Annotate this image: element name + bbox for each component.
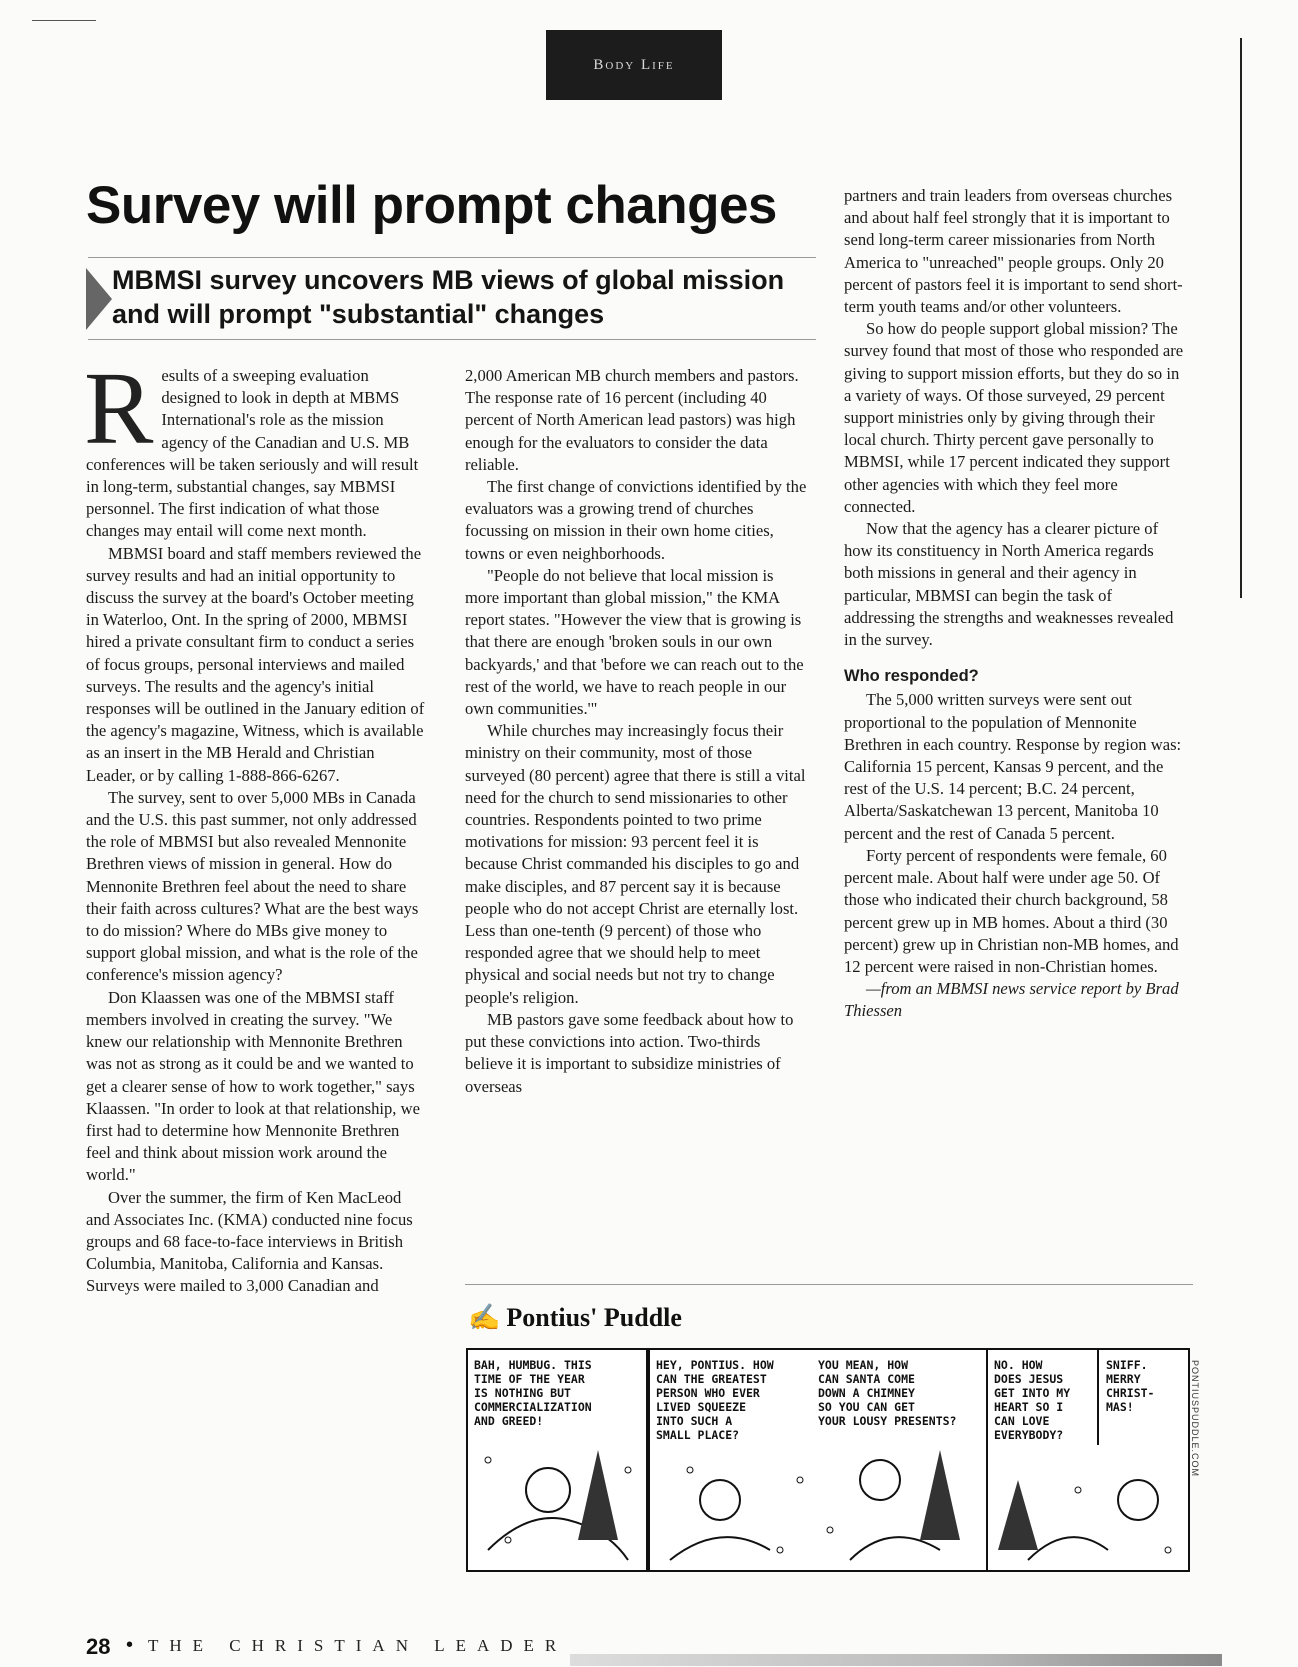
- comic-title: [468, 1303, 682, 1333]
- paragraph: [84, 351, 426, 543]
- drop-cap: R: [84, 351, 154, 466]
- subhead: Who responded?: [844, 667, 979, 686]
- comic-title-text: Pontius' Puddle: [506, 1303, 682, 1332]
- paragraph: So how do people support global mission? The survey found that most of those who responded are giving to support mission efforts, but they do so in a variety of ways. Of those surveyed, 29 percent support ministries only by giving through their local church. Thirty percent gave personally to MBMSI, while 17 percent indicated they support other agencies with which they feel more connected.: [844, 319, 1184, 516]
- paragraph: Over the summer, the firm of Ken MacLeod and Associates Inc. (KMA) conducted nine focus groups and 68 face-to-face interviews in British Columbia, Manitoba, California and Kansas. Surveys were mailed to 3,000 Canadian and: [86, 1187, 413, 1296]
- paragraph: While churches may increasingly focus their ministry on their community, most of those surveyed (80 percent) agree that there is still a vital need for the church to send missionaries to other countries. Respondents pointed to two prime motivations for mission: 93 percent feel it is because Christ commanded his disciples to go and make disciples, and 87 percent say it is because people who do not accept Christ are eternally lost. Less than one-tenth (9 percent) of those who responded agree that we should help to meet physical and social needs but not try to change people's religion.: [465, 721, 806, 1007]
- comic-side-credit: PONTIUSPUDDLE.COM: [1190, 1360, 1200, 1478]
- paragraph: Forty percent of respondents were female, 60 percent male. About half were under age 50. Of those who indicated their church background, 58 percent grew up in MB homes. About a third (30 percent) grew up in Christian non-MB homes, and 12 percent were raised in non-Christian homes.: [844, 845, 1179, 976]
- paragraph: The 5,000 written surveys were sent out proportional to the population of Mennonite Brethren in each country. Response by region was: California 15 percent, Kansas 9 percent, and the rest of the U.S. 14 percent; B.C. 24 percent, Alberta/Saskatchewan 13 percent, Manitoba 10 percent and the rest of Canada 5 percent.: [844, 690, 1182, 843]
- arrow-icon: [86, 268, 112, 330]
- paragraph: MB pastors gave some feedback about how to put these convictions into action. Two-thirds believe it is important to subsidize ministries of overseas: [465, 1009, 794, 1096]
- comic-panel-wide: [648, 1348, 988, 1572]
- byline-credit: —from an MBMSI news service report by Brad Thiessen: [844, 979, 1179, 1021]
- paragraph: Don Klaassen was one of the MBMSI staff members involved in creating the survey. "We knew our relationship with Mennonite Brethren was not as strong as it could be and we wanted to get a clearer sense of how to work together," says Klaassen. "In order to look at that relationship, we first had to determine how Mennonite Brethren feel and think about mission work around the world.": [86, 987, 420, 1185]
- paragraph: The first change of convictions identified by the evaluators was a growing trend of churches focussing on mission in their own home cities, towns or even neighborhoods.: [465, 477, 807, 563]
- publication-name: THE CHRISTIAN LEADER: [148, 1636, 568, 1655]
- footer-bar: [570, 1654, 1222, 1666]
- speech-balloon: BAH, HUMBUG. THIS TIME OF THE YEAR IS NOTHING BUT COMMERCIALIZATION AND GREED!: [474, 1358, 592, 1428]
- speech-balloon: SNIFF. MERRY CHRIST- MAS!: [1106, 1358, 1155, 1414]
- top-rule: [32, 20, 96, 21]
- comic-panel: [466, 1348, 648, 1572]
- speech-balloon: YOU MEAN, HOW CAN SANTA COME DOWN A CHIMNEY SO YOU CAN GET YOUR LOUSY PRESENTS?: [818, 1358, 957, 1428]
- speech-balloon: HEY, PONTIUS. HOW CAN THE GREATEST PERSON WHO EVER LIVED SQUEEZE INTO SUCH A SMALL PLACE?: [656, 1358, 774, 1442]
- paragraph: Now that the agency has a clearer picture of how its constituency in North America regards both missions in general and their agency in particular, MBMSI can begin the task of addressing the strengths and weaknesses revealed in the survey.: [844, 519, 1174, 650]
- paragraph: partners and train leaders from overseas churches and about half feel strongly that it is important to send long-term career missionaries from North America to "unreached" people groups. Only 20 percent of pastors feel it is important to send short-term youth teams and/or other volunteers.: [844, 186, 1183, 317]
- article-column-1: [84, 351, 426, 1298]
- article-column-3: [844, 185, 1186, 1023]
- page-number: 28: [86, 1634, 111, 1659]
- paragraph: The survey, sent to over 5,000 MBs in Canada and the U.S. this past summer, not only addressed the role of MBMSI but also revealed Mennonite Brethren views of mission in general. How do Mennonite Brethren feel about the need to share their faith across cultures? What are the best ways to do mission? Where do MBs give money to support global mission, and what is the role of the conference's mission agency?: [86, 787, 419, 985]
- dek: MBMSI survey uncovers MB views of global mission and will prompt "substantial" changes: [112, 265, 785, 329]
- paragraph: MBMSI board and staff members reviewed the survey results and had an initial opportunity to discuss the survey at the board's October meeting in Waterloo, Ont. In the spring of 2000, MBMSI hired a private consultant firm to conduct a series of focus groups, personal interviews and mailed surveys. The results and the agency's initial responses will be outlined in the January edition of the agency's magazine, Witness, which is available as an insert in the MB Herald and Christian Leader, or by calling 1-888-866-6267.: [86, 543, 425, 785]
- cartoon-figures-icon: [650, 1350, 988, 1570]
- pontius-logo-icon: ✍: [468, 1303, 501, 1332]
- comic-strip: [466, 1348, 1188, 1570]
- paragraph: 2,000 American MB church members and pastors. The response rate of 16 percent (including 40 percent of North American lead pastors) was high enough for the evaluators to consider the data reliable.: [465, 366, 799, 474]
- column-rule: [1240, 38, 1242, 598]
- cartoon-figure-icon: [468, 1350, 646, 1570]
- cartoon-figure-icon: [988, 1350, 1188, 1570]
- article-column-2: [465, 365, 810, 1098]
- section-tab: Body Life: [546, 30, 722, 100]
- footer-bullet: •: [126, 1634, 134, 1656]
- comic-panel: [986, 1348, 1190, 1572]
- speech-balloon: NO. HOW DOES JESUS GET INTO MY HEART SO I CAN LOVE EVERYBODY?: [994, 1358, 1071, 1442]
- dek-rule-bottom: [88, 339, 816, 340]
- comic-rule: [465, 1284, 1193, 1285]
- paragraph-text: esults of a sweeping evaluation designed to look in depth at MBMS International's role as the mission agency of the Canadian and U.S. MB conferences will be taken seriously and will result in long-term, substantial changes, say MBMSI personnel. The first indication of what those changes may entail will come next month.: [86, 366, 419, 541]
- dek-rule-top: [88, 257, 816, 258]
- headline: Survey will prompt changes: [86, 176, 777, 235]
- paragraph: "People do not believe that local mission is more important than global mission," the KMA report states. "However the view that is growing is that there are enough 'broken souls in our own backyards,' and that 'before we can reach out to the rest of the world, we have to reach people in our own communities.'": [465, 565, 804, 719]
